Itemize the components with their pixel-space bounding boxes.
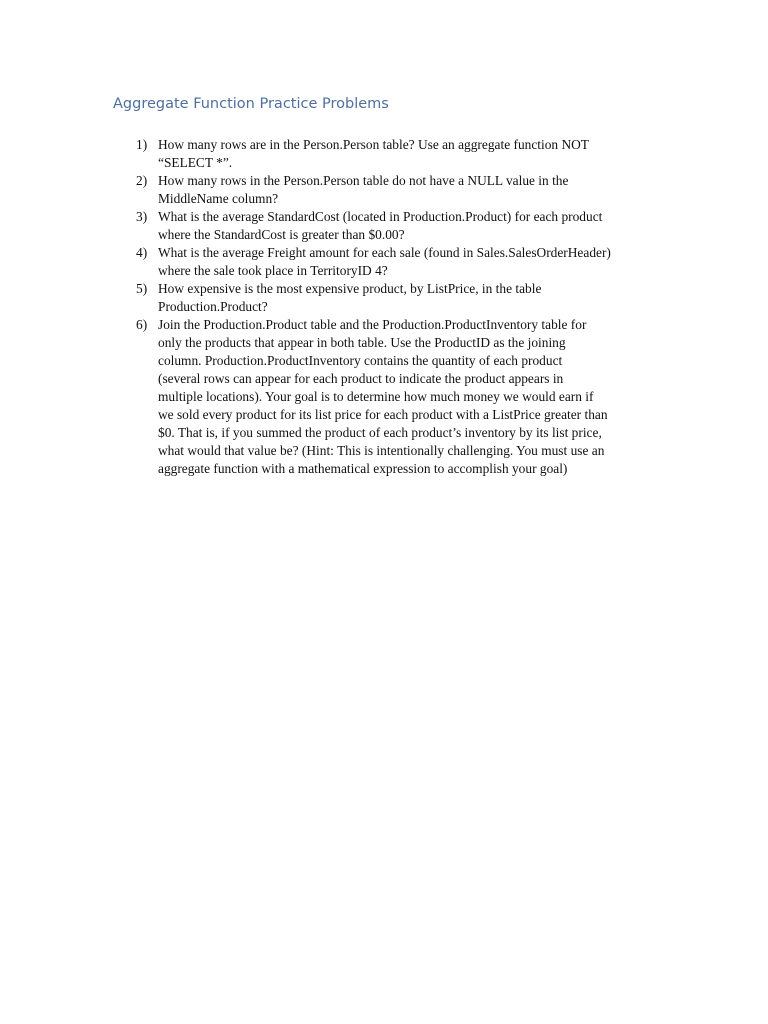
problem-list (136, 136, 656, 478)
problem-item-5 (136, 280, 656, 316)
problem-number: 5) (136, 281, 148, 296)
problem-item-3 (136, 208, 656, 244)
problem-number: 4) (136, 245, 148, 260)
problem-text: How expensive is the most expensive product, by ListPrice, in the table Production.Product? (158, 281, 542, 314)
problem-text: What is the average StandardCost (located in Production.Product) for each product where the StandardCost is greater than $0.00? (158, 209, 603, 242)
problem-number: 1) (136, 137, 148, 152)
problem-item-2 (136, 172, 656, 208)
problem-text: What is the average Freight amount for each sale (found in Sales.SalesOrderHeader) where the sale took place in TerritoryID 4? (158, 245, 611, 278)
problem-text: How many rows are in the Person.Person table? Use an aggregate function NOT “SELECT *”. (158, 137, 589, 170)
problem-text: How many rows in the Person.Person table do not have a NULL value in the MiddleName column? (158, 173, 569, 206)
problem-number: 6) (136, 317, 148, 332)
problem-number: 2) (136, 173, 148, 188)
problem-text: Join the Production.Product table and the Production.ProductInventory table for only the products that appear in both table. Use the ProductID as the joining column. Production.ProductInventory contains the quantity of each product (several rows can appear for each product to indicate the product appears in multiple locations). Your goal is to determine how much money we would earn if we sold every product for its list price for each product with a ListPrice greater than $0. That is, if you summed the product of each product’s inventory by its list price, what would that value be? (Hint: This is intentionally challenging. You must use an aggregate function with a mathematical expression to accomplish your goal) (158, 317, 608, 476)
document-title: Aggregate Function Practice Problems (113, 96, 389, 112)
problem-item-1 (136, 136, 656, 172)
problem-number: 3) (136, 209, 148, 224)
problem-item-6 (136, 316, 656, 478)
problem-item-4 (136, 244, 656, 280)
